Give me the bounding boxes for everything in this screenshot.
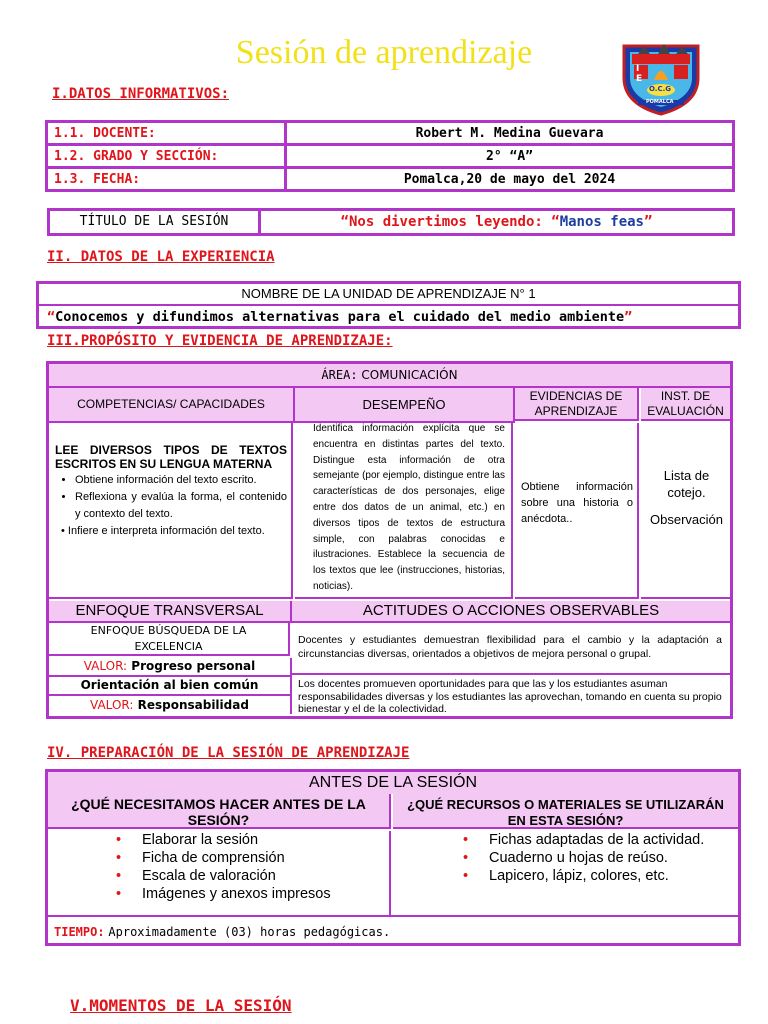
section-5-heading: V.MOMENTOS DE LA SESIÓN <box>70 996 292 1015</box>
list-item-text: Escala de valoración <box>142 868 276 884</box>
logo-bottom: POMALCA <box>646 99 674 105</box>
valor-1-cell <box>49 658 292 677</box>
section-2-heading: II. DATOS DE LA EXPERIENCIA <box>47 249 275 265</box>
list-item-text: Imágenes y anexos impresos <box>142 886 331 902</box>
grado-label: 1.2. GRADO Y SECCIÓN: <box>47 145 286 168</box>
list-item-text: Cuaderno u hojas de reúso. <box>489 850 668 866</box>
fecha-value: Pomalca,20 de mayo del 2024 <box>286 168 734 191</box>
unit-open-quote: “ <box>47 309 56 325</box>
competencia-title: LEE DIVERSOS TIPOS DE TEXTOS ESCRITOS EN SU LENGUA MATERNA <box>55 443 287 471</box>
desempeno-cell: Identifica información explícita que se encuentra en distintas partes del texto. Distingue esta información de otra semejante (por ejemplo, distingue entre las características de dos personajes, elige entre dos datos de un animal, etc.) en diversos tipos de textos de estructura simple, con palabras conocidas e ilustraciones. Establece la secuencia de los textos que lee (instrucciones, historias, noticias). <box>295 421 513 599</box>
col-left-header: ¿QUÉ NECESITAMOS HACER ANTES DE LA SESIÓN? <box>48 794 391 829</box>
unit-name <box>47 307 738 327</box>
evidencia-text: Obtiene información sobre una historia o anécdota.. <box>521 481 633 525</box>
list-item-text: Fichas adaptadas de la actividad. <box>489 832 705 848</box>
capacidades-list <box>55 472 287 523</box>
list-item-text: Ficha de comprensión <box>142 850 285 866</box>
antes-header: ANTES DE LA SESIÓN <box>48 772 738 794</box>
col-inst: INST. DE EVALUACIÓN <box>641 388 730 421</box>
logo-sub: O.C.G <box>649 85 671 93</box>
valor-1-label: VALOR: <box>83 659 128 673</box>
unit-box <box>36 281 741 329</box>
grado-value: 2° “A” <box>286 145 734 168</box>
tiempo-row <box>48 915 738 943</box>
list-item: • Reflexiona y evalúa la forma, el contenido y contexto del texto. <box>75 489 287 523</box>
fecha-label: 1.3. FECHA: <box>47 168 286 191</box>
instrumento-cell <box>641 423 730 599</box>
area-row <box>49 364 730 388</box>
area-value: COMUNICACIÓN <box>361 368 458 382</box>
col-evidencias: EVIDENCIAS DE APRENDIZAJE <box>515 388 639 421</box>
list-item: • Escala de valoración <box>116 868 276 884</box>
preparation-table <box>45 769 741 946</box>
list-item-text: Lapicero, lápiz, colores, etc. <box>489 868 669 884</box>
session-title-box <box>47 208 735 236</box>
tiempo-value: Aproximadamente (03) horas pedagógicas. <box>108 925 391 939</box>
session-title-name: Manos feas <box>559 214 644 230</box>
col-competencias: COMPETENCIAS/ CAPACIDADES <box>49 388 295 423</box>
section-4-heading: IV. PREPARACIÓN DE LA SESIÓN DE APRENDIZAJE <box>47 745 410 761</box>
list-item: • Imágenes y anexos impresos <box>116 886 331 902</box>
session-title-suffix: ” <box>644 214 653 230</box>
evidencia-cell <box>515 423 639 599</box>
actitud-2-cell: Los docentes promueven oportunidades para que las y los estudiantes asuman responsabilidades diversas y los estudiantes las aprovechan, tomando en cuenta su propio bienestar y el de la colectividad. <box>298 678 722 715</box>
info-table <box>45 120 735 192</box>
enfoque-header: ENFOQUE TRANSVERSAL <box>49 601 292 623</box>
logo-text: I E <box>636 64 665 84</box>
school-logo <box>618 40 704 116</box>
table-row <box>47 145 734 168</box>
actitudes-header: ACTITUDES O ACCIONES OBSERVABLES <box>292 601 730 623</box>
table-row <box>47 122 734 145</box>
valor-2-value: Responsabilidad <box>137 698 249 712</box>
session-title-value <box>261 211 732 233</box>
instrumento-2: Observación <box>650 512 723 527</box>
unit-close-quote: ” <box>624 309 633 325</box>
col-desempeno: DESEMPEÑO <box>295 388 515 423</box>
unit-label: NOMBRE DE LA UNIDAD DE APRENDIZAJE N° 1 <box>39 284 738 306</box>
capacidad-last: • Infiere e interpreta información del texto. <box>61 525 265 537</box>
unit-name-text: Conocemos y difundimos alternativas para el cuidado del medio ambiente <box>55 309 625 325</box>
list-item: • Ficha de comprensión <box>116 850 285 866</box>
valor-1-value: Progreso personal <box>131 659 256 673</box>
table-row <box>47 168 734 191</box>
list-item: • Obtiene información del texto escrito. <box>75 472 287 489</box>
page-title: Sesión de aprendizaje <box>235 34 533 71</box>
right-items-list <box>393 831 738 915</box>
valor-2-cell <box>49 696 292 714</box>
list-item: • Lapicero, lápiz, colores, etc. <box>463 868 669 884</box>
competencias-cell <box>49 423 293 599</box>
docente-label: 1.1. DOCENTE: <box>47 122 286 145</box>
section-3-heading: III.PROPÓSITO Y EVIDENCIA DE APRENDIZAJE: <box>47 333 393 349</box>
list-item-text: Elaborar la sesión <box>142 832 259 848</box>
actitud-1-cell: Docentes y estudiantes demuestran flexibilidad para el cambio y la adaptación a circunstancias diversas, orientados a objetivos de mejora personal o grupal. <box>292 623 730 675</box>
col-right-header: ¿QUÉ RECURSOS O MATERIALES SE UTILIZARÁN EN ESTA SESIÓN? <box>393 794 738 829</box>
enfoque-1-cell: ENFOQUE BÚSQUEDA DE LA EXCELENCIA <box>49 623 290 656</box>
list-item: • Elaborar la sesión <box>116 832 259 848</box>
valor-2-label: VALOR: <box>90 698 134 712</box>
session-title-prefix: “Nos divertimos leyendo: “ <box>340 214 560 230</box>
list-item: • Cuaderno u hojas de reúso. <box>463 850 668 866</box>
enfoque-2-cell: Orientación al bien común <box>49 677 292 696</box>
instrumento-1: Lista de cotejo. <box>663 468 710 500</box>
session-title-label: TÍTULO DE LA SESIÓN <box>50 211 261 233</box>
section-1-heading: I.DATOS INFORMATIVOS: <box>52 86 230 102</box>
purpose-table <box>46 361 733 719</box>
docente-value: Robert M. Medina Guevara <box>286 122 734 145</box>
list-item: • Fichas adaptadas de la actividad. <box>463 832 705 848</box>
tiempo-label: TIEMPO: <box>54 925 105 939</box>
area-label: ÁREA: <box>321 368 358 382</box>
left-items-list <box>48 831 391 915</box>
